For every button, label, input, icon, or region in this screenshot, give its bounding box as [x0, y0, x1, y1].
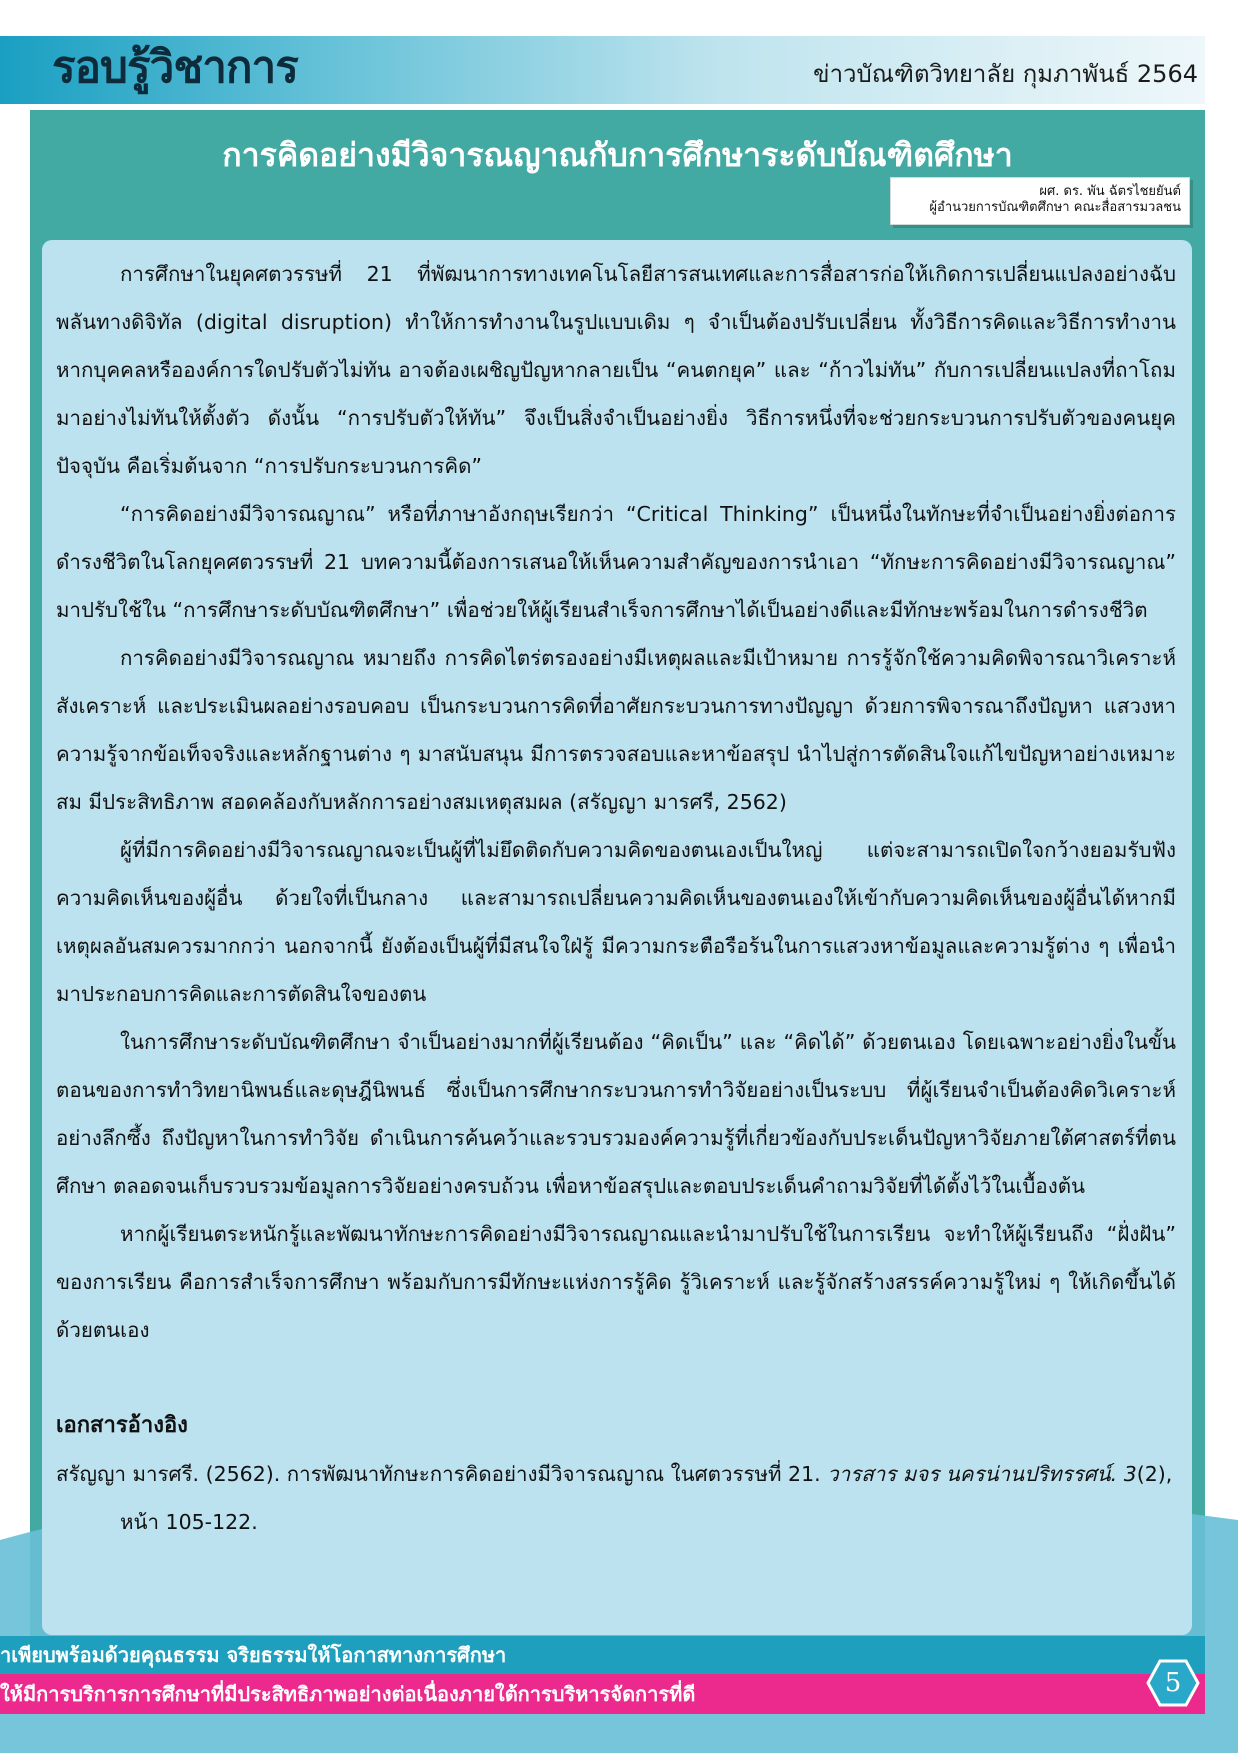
paragraph: ผู้ที่มีการคิดอย่างมีวิจารณญาณจะเป็นผู้ที่ไม่ยึดติดกับความคิดของตนเองเป็นใหญ่ แต่จะสามารถเปิดใจกว้างยอมรับฟังความคิดเห็นของผู้อื่น ด้วยใจที่เป็นกลาง และสามารถเปลี่ยนความคิดเห็นของตนเองให้เข้ากับความคิดเห็นของผู้อื่นได้หากมีเหตุผลอันสมควรมากกว่า นอกจากนี้ ยังต้องเป็นผู้ที่มีสนใจใฝ่รู้ มีความกระตือรือร้นในการแสวงหาข้อมูลและความรู้ต่าง ๆ เพื่อนำมาประกอบการคิดและการตัดสินใจของตน — [56, 838, 1176, 1006]
paragraph: การคิดอย่างมีวิจารณญาณ หมายถึง การคิดไตร่ตรองอย่างมีเหตุผลและมีเป้าหมาย การรู้จักใช้ความคิดพิจารณาวิเคราะห์ สังเคราะห์ และประเมินผลอย่างรอบคอบ เป็นกระบวนการคิดที่อาศัยกระบวนการทางปัญญา ด้วยการพิจารณาถึงปัญหา แสวงหาความรู้จากข้อเท็จจริงและหลักฐานต่าง ๆ มาสนับสนุน มีการตรวจสอบและหาข้อสรุป นำไปสู่การตัดสินใจแก้ไขปัญหาอย่างเหมาะสม มีประสิทธิภาพ สอดคล้องกับหลักการอย่างสมเหตุสมผล (สรัญญา มารศรี, 2562) — [56, 646, 1176, 814]
paragraph: “การคิดอย่างมีวิจารณญาณ” หรือที่ภาษาอังกฤษเรียกว่า “Critical Thinking” เป็นหนึ่งในทักษะที่จำเป็นอย่างยิ่งต่อการดำรงชีวิตในโลกยุคศตวรรษที่ 21 บทความนี้ต้องการเสนอให้เห็นความสำคัญของการนำเอา “ทักษะการคิดอย่างมีวิจารณญาณ” มาปรับใช้ใน “การศึกษาระดับบัณฑิตศึกษา” เพื่อช่วยให้ผู้เรียนสำเร็จการศึกษาได้เป็นอย่างดีและมีทักษะพร้อมในการดำรงชีวิต — [56, 502, 1176, 622]
column-name: รอบรู้วิชาการ — [52, 42, 298, 93]
paragraph: หากผู้เรียนตระหนักรู้และพัฒนาทักษะการคิดอย่างมีวิจารณญาณและนำมาปรับใช้ในการเรียน จะทำให้ผู้เรียนถึง “ฝั่งฝัน” ของการเรียน คือการสำเร็จการศึกษา พร้อมกับการมีทักษะแห่งการรู้คิด รู้วิเคราะห์ และรู้จักสร้างสรรค์ความรู้ใหม่ ๆ ให้เกิดขึ้นได้ด้วยตนเอง — [56, 1222, 1176, 1342]
article-title: การคิดอย่างมีวิจารณญาณกับการศึกษาระดับบัณฑิตศึกษา — [222, 136, 1013, 174]
footer-stripe-pink: ให้มีการบริการการศึกษาที่มีประสิทธิภาพอย่างต่อเนื่องภายใต้การบริหารจัดการที่ดี — [0, 1674, 1205, 1714]
author-position: ผู้อำนวยการบัณฑิตศึกษา คณะสื่อสารมวลชน — [929, 200, 1181, 215]
reference-pages: (2), หน้า 105-122. — [120, 1462, 1173, 1534]
author-name: ผศ. ดร. พัน ฉัตรไชยยันต์ — [1039, 184, 1181, 199]
issue-label: ข่าวบัณฑิตวิทยาลัย กุมภาพันธ์ 2564 — [813, 60, 1198, 88]
reference-entry — [56, 1450, 1176, 1546]
reference-text: สรัญญา มารศรี. (2562). การพัฒนาทักษะการคิดอย่างมีวิจารณญาณ ในศตวรรษที่ 21. — [56, 1462, 828, 1486]
reference-journal: วารสาร มจร นครน่านปริทรรศน์. — [827, 1462, 1118, 1486]
page-number-badge — [1146, 1658, 1200, 1708]
page-number: 5 — [1164, 1668, 1182, 1698]
article-body — [42, 240, 1192, 1635]
references-heading: เอกสารอ้างอิง — [56, 1413, 188, 1438]
footer-stripe-blue: ำเพียบพร้อมด้วยคุณธรรม จริยธรรมให้โอกาสทางการศึกษา — [0, 1636, 1205, 1674]
author-box — [890, 177, 1190, 225]
paragraph: ในการศึกษาระดับบัณฑิตศึกษา จำเป็นอย่างมากที่ผู้เรียนต้อง “คิดเป็น” และ “คิดได้” ด้วยตนเอง โดยเฉพาะอย่างยิ่งในขั้นตอนของการทำวิทยานิพนธ์และดุษฎีนิพนธ์ ซึ่งเป็นการศึกษากระบวนการทำวิจัยอย่างเป็นระบบ ที่ผู้เรียนจำเป็นต้องคิดวิเคราะห์อย่างลึกซึ้ง ถึงปัญหาในการทำวิจัย ดำเนินการค้นคว้าและรวบรวมองค์ความรู้ที่เกี่ยวข้องกับประเด็นปัญหาวิจัยภายใต้ศาสตร์ที่ตนศึกษา ตลอดจนเก็บรวบรวมข้อมูลการวิจัยอย่างครบถ้วน เพื่อหาข้อสรุปและตอบประเด็นคำถามวิจัยที่ได้ตั้งไว้ในเบื้องต้น — [56, 1030, 1176, 1198]
paragraph: การศึกษาในยุคศตวรรษที่ 21 ที่พัฒนาการทางเทคโนโลยีสารสนเทศและการสื่อสารก่อให้เกิดการเปลี่ยนแปลงอย่างฉับพลันทางดิจิทัล (digital disruption) ทำให้การทำงานในรูปแบบเดิม ๆ จำเป็นต้องปรับเปลี่ยน ทั้งวิธีการคิดและวิธีการทำงาน หากบุคคลหรือองค์การใดปรับตัวไม่ทัน อาจต้องเผชิญปัญหากลายเป็น “คนตกยุค” และ “ก้าวไม่ทัน” กับการเปลี่ยนแปลงที่ถาโถมมาอย่างไม่ทันให้ตั้งตัว ดังนั้น “การปรับตัวให้ทัน” จึงเป็นสิ่งจำเป็นอย่างยิ่ง วิธีการหนึ่งที่จะช่วยกระบวนการปรับตัวของคนยุคปัจจุบัน คือเริ่มต้นจาก “การปรับกระบวนการคิด” — [56, 262, 1176, 478]
reference-volume: 3 — [1123, 1462, 1137, 1486]
